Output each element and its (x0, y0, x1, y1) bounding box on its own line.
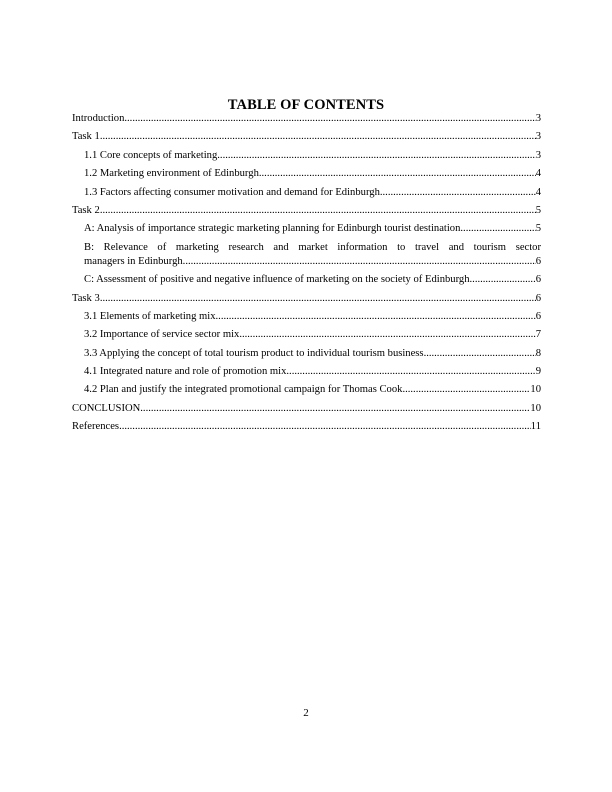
toc-entry-4-2[interactable] (72, 384, 541, 396)
dot-leader (259, 168, 536, 180)
dot-leader (286, 366, 535, 378)
toc-entry-a[interactable] (72, 223, 541, 235)
toc-entry-line2 (84, 256, 541, 268)
toc-entry-label: CONCLUSION (72, 402, 141, 414)
dot-leader (424, 348, 536, 360)
toc-entry-1-1[interactable] (72, 150, 541, 162)
toc-entry-3-3[interactable] (72, 348, 541, 360)
toc-entry-page-number: 11 (530, 421, 541, 433)
dot-leader (183, 256, 536, 268)
toc-entry-label: Introduction (72, 113, 125, 124)
dot-leader (100, 293, 536, 305)
dot-leader (380, 187, 536, 199)
toc-entry-label: 4.1 Integrated nature and role of promotion mix (84, 366, 287, 378)
dot-leader (124, 113, 535, 125)
dot-leader (100, 205, 536, 217)
toc-entry-label: 4.2 Plan and justify the integrated promotional campaign for Thomas Cook (84, 384, 403, 396)
toc-entry-page-number: 7 (535, 329, 541, 341)
toc-entry-label: 3.3 Applying the concept of total tourism product to individual tourism business (84, 347, 424, 359)
dot-leader (140, 403, 530, 415)
toc-entry-introduction[interactable] (72, 113, 541, 125)
toc-entry-page-number: 9 (535, 366, 541, 378)
toc-entry-page-number: 6 (535, 292, 541, 304)
toc-entry-page-number: 8 (535, 347, 541, 359)
toc-entry-conclusion[interactable] (72, 403, 541, 415)
dot-leader (460, 223, 535, 235)
toc-entry-label-line1: B: Relevance of marketing research and market information to travel and tourism sector (84, 241, 541, 253)
toc-entry-page-number: 3 (535, 149, 541, 161)
toc-entry-page-number: 10 (530, 402, 541, 414)
toc-entry-label: 3.2 Importance of service sector mix (84, 329, 240, 341)
toc-entry-1-2[interactable] (72, 168, 541, 180)
toc-entry-page-number: 5 (535, 204, 541, 216)
dot-leader (119, 421, 531, 433)
dot-leader (470, 274, 536, 286)
toc-entry-page-number: 6 (535, 310, 541, 322)
toc-entry-3-1[interactable] (72, 311, 541, 323)
toc-entry-page-number: 6 (535, 274, 541, 286)
toc-entry-label: 1.2 Marketing environment of Edinburgh (84, 168, 259, 180)
toc-entry-label-line2: managers in Edinburgh (84, 255, 183, 267)
toc-entry-label: C: Assessment of positive and negative influence of marketing on the society of Edinburgh (84, 274, 470, 286)
toc-entry-page-number: 6 (535, 255, 541, 267)
toc-entry-task-1[interactable] (72, 131, 541, 143)
toc-entry-page-number: 4 (535, 186, 541, 198)
dot-leader (216, 311, 536, 323)
toc-entry-page-number: 4 (535, 168, 541, 180)
dot-leader (239, 329, 535, 341)
toc-entry-references[interactable] (72, 421, 541, 433)
toc-entry-label: Task 2 (72, 204, 100, 216)
toc-entry-label: References (72, 421, 120, 433)
toc-title: TABLE OF CONTENTS (227, 97, 385, 113)
toc-entry-page-number: 3 (535, 113, 541, 124)
dot-leader (402, 384, 530, 396)
toc-entry-task-2[interactable] (72, 205, 541, 217)
toc-entry-3-2[interactable] (72, 329, 541, 341)
toc-entry-task-3[interactable] (72, 293, 541, 305)
toc-entry-label: 1.3 Factors affecting consumer motivation and demand for Edinburgh (84, 186, 380, 198)
page-number: 2 (303, 707, 309, 719)
toc-entry-b[interactable] (72, 242, 541, 268)
toc-entry-label: A: Analysis of importance strategic marketing planning for Edinburgh tourist destination (84, 223, 461, 235)
toc-entry-label: Task 1 (72, 131, 100, 143)
table-of-contents (72, 113, 541, 440)
dot-leader (217, 150, 535, 162)
toc-entry-label: 3.1 Elements of marketing mix (84, 310, 216, 322)
toc-entry-label: 1.1 Core concepts of marketing (84, 149, 218, 161)
toc-entry-page-number: 3 (535, 131, 541, 143)
toc-entry-label: Task 3 (72, 292, 100, 304)
dot-leader (100, 131, 536, 143)
toc-entry-c[interactable] (72, 274, 541, 286)
toc-entry-page-number: 5 (535, 223, 541, 235)
toc-entry-1-3[interactable] (72, 187, 541, 199)
toc-entry-4-1[interactable] (72, 366, 541, 378)
toc-entry-page-number: 10 (530, 384, 541, 396)
